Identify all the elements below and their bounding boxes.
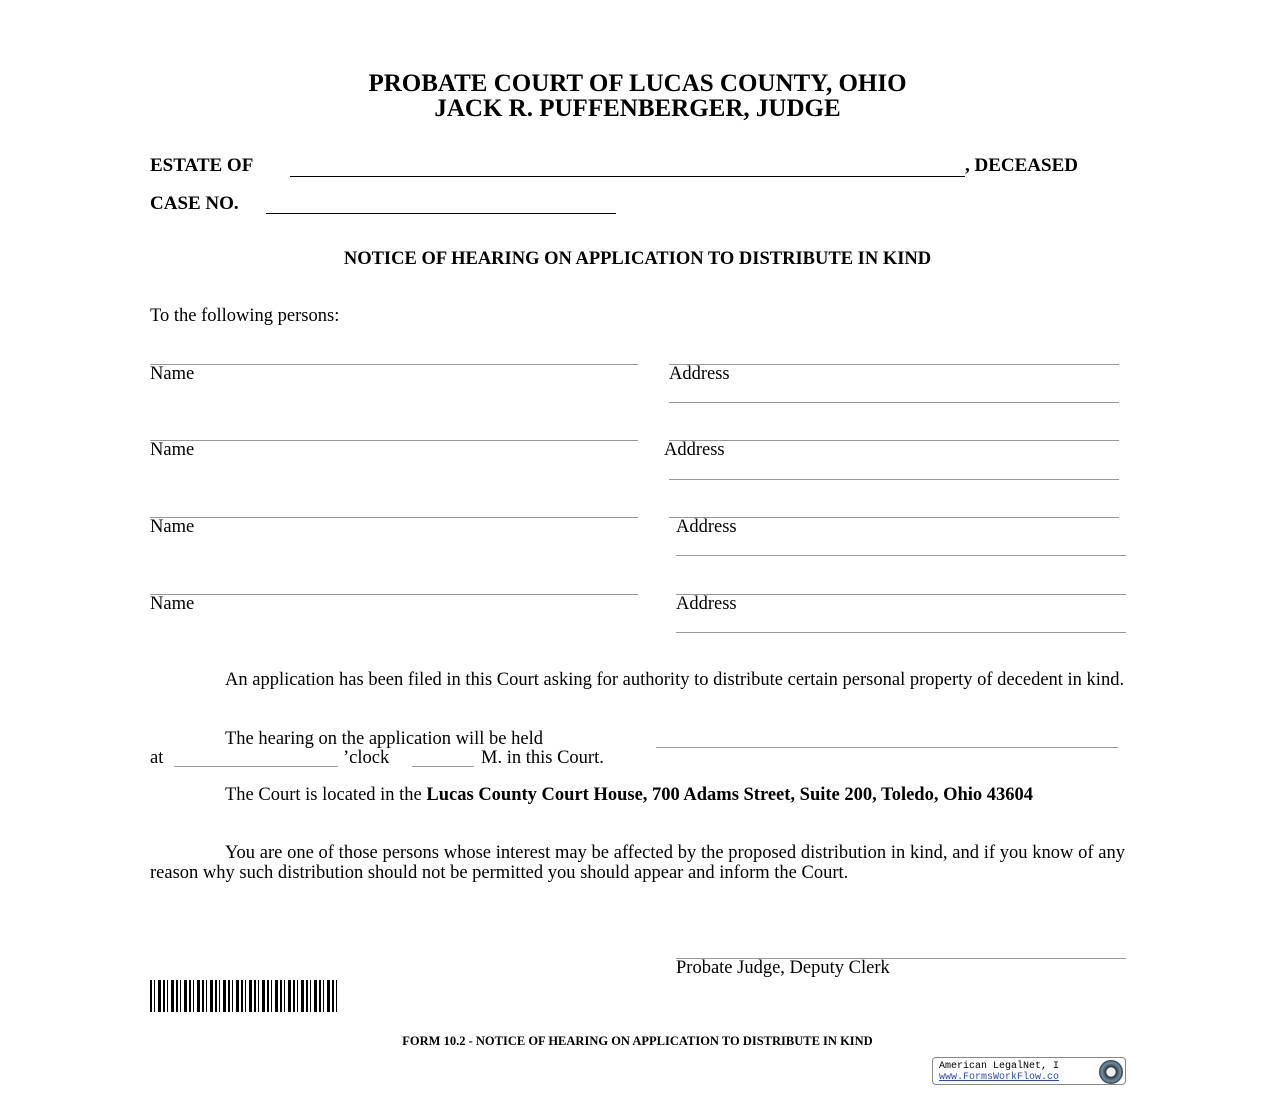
name-label-1: Name [150, 364, 195, 384]
hearing-date-field[interactable] [656, 747, 1118, 748]
name-label-3: Name [150, 517, 195, 537]
name-field-2[interactable] [150, 440, 638, 441]
paragraph-application [150, 671, 1125, 691]
address-field-1b[interactable] [669, 402, 1119, 403]
paragraph-text: An application has been filed in this Court asking for authority to distribute certain personal property of decedent in kind. [225, 670, 1125, 690]
form-title: NOTICE OF HEARING ON APPLICATION TO DISTRIBUTE IN KIND [343, 249, 932, 269]
logo-line1: American LegalNet, I [939, 1061, 1060, 1072]
name-field-4[interactable] [150, 594, 638, 595]
name-field-1[interactable] [150, 364, 638, 365]
case-label: CASE NO. [150, 193, 239, 214]
estate-label: ESTATE OF [150, 155, 254, 176]
address-field-3b[interactable] [676, 555, 1126, 556]
address-label-3: Address [676, 517, 737, 537]
deceased-label: , DECEASED [965, 155, 1078, 176]
hearing-hour-field[interactable] [174, 766, 338, 767]
case-number-field[interactable] [266, 213, 616, 214]
address-field-4a[interactable] [676, 594, 1126, 595]
address-field-1a[interactable] [669, 364, 1119, 365]
interest-text: You are one of those persons whose interest may be affected by the proposed distribution in kind, and if you know of any reason why such distribution should not be permitted you should appear and inform the Court. [150, 843, 1125, 883]
name-label-2: Name [150, 440, 195, 460]
name-field-3[interactable] [150, 517, 638, 518]
address-field-2a[interactable] [669, 440, 1119, 441]
address-label-4: Address [676, 594, 737, 614]
address-label-2: Address [664, 440, 725, 460]
intro-text: To the following persons: [150, 306, 340, 326]
estate-field[interactable] [290, 176, 965, 177]
address-label-1: Address [669, 364, 730, 384]
in-court-text: M. in this Court. [481, 748, 604, 768]
signature-label: Probate Judge, Deputy Clerk [676, 958, 890, 978]
address-field-4b[interactable] [676, 632, 1126, 633]
at-text: at [150, 748, 164, 768]
legalnet-logo[interactable] [932, 1057, 1126, 1085]
form-footer: FORM 10.2 - NOTICE OF HEARING ON APPLICATION TO DISTRIBUTE IN KIND [402, 1034, 873, 1048]
am-pm-field[interactable] [412, 766, 474, 767]
paragraph-location [150, 786, 1125, 806]
court-address: Lucas County Court House, 700 Adams Street, Suite 200, Toledo, Ohio 43604 [426, 785, 1034, 805]
address-field-2b[interactable] [669, 479, 1119, 480]
barcode [150, 980, 338, 1012]
oclock-text: ’clock [343, 748, 390, 768]
paragraph-interest [150, 844, 1125, 883]
globe-icon [1099, 1060, 1123, 1084]
location-text: The Court is located in the [225, 785, 427, 805]
court-name: PROBATE COURT OF LUCAS COUNTY, OHIO [368, 70, 907, 97]
hearing-text: The hearing on the application will be held [225, 729, 543, 749]
name-label-4: Name [150, 594, 195, 614]
judge-name: JACK R. PUFFENBERGER, JUDGE [434, 95, 841, 122]
logo-link[interactable]: www.FormsWorkFlow.co [939, 1072, 1060, 1083]
